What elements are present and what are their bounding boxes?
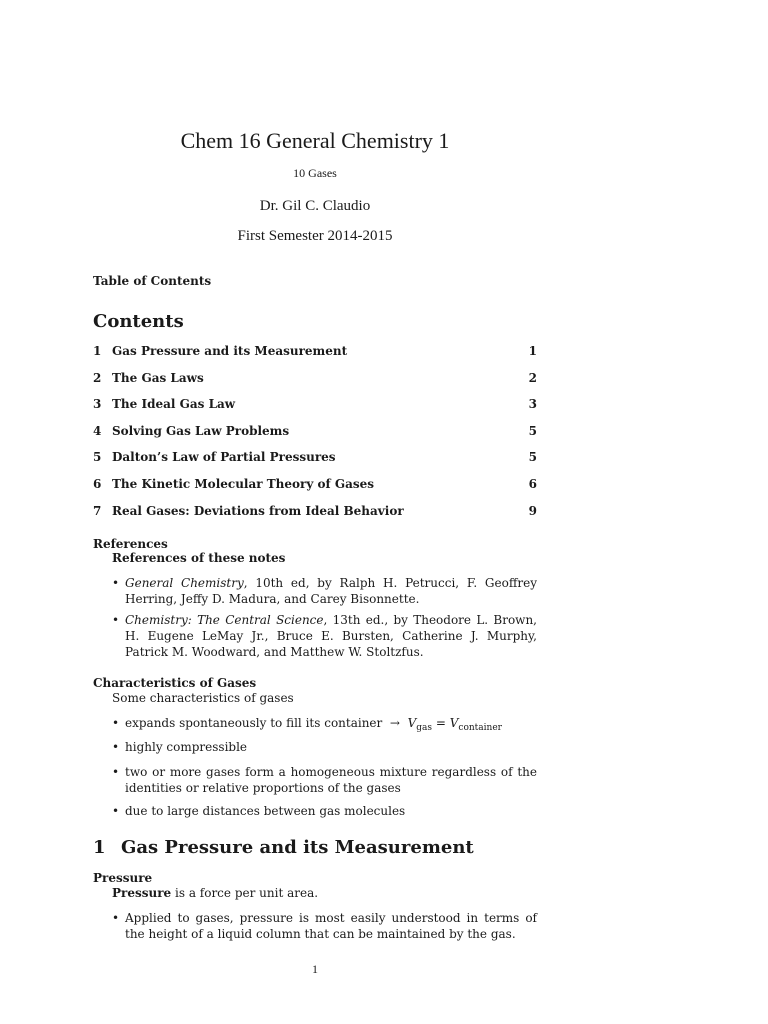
references-subtitle: References of these notes [112,551,286,565]
pressure-definition [112,886,318,900]
pressure-term: Pressure [112,886,172,900]
toc-entry-number: 6 [93,477,102,491]
characteristics-subtitle: Some characteristics of gases [112,691,294,705]
characteristic-text: two or more gases form a homogeneous mixture regardless of the identities or relative proportions of the gases [125,765,537,795]
volume-symbol: V [449,716,459,730]
toc-label: Table of Contents [93,274,212,288]
toc-entry-page: 5 [528,450,537,464]
toc-entry-title: Dalton’s Law of Partial Pressures [112,450,336,464]
toc-entry-title: The Ideal Gas Law [112,397,236,411]
toc-entry-page: 6 [528,477,537,491]
bullet-icon: • [112,613,120,627]
right-arrow-icon: → [389,716,400,730]
toc-entry-title: Real Gases: Deviations from Ideal Behavior [112,504,404,518]
bullet-icon: • [112,765,120,779]
section-title: Gas Pressure and its Measurement [121,837,474,858]
pressure-title: Pressure [93,871,153,885]
document-date: First Semester 2014-2015 [237,228,393,244]
volume-subscript-container: container [458,723,502,733]
section-number: 1 [93,837,106,858]
bullet-icon: • [112,576,120,590]
volume-subscript-gas: gas [416,723,433,733]
toc-entry-title: The Kinetic Molecular Theory of Gases [112,477,375,491]
equals-sign: = [432,716,450,730]
reference-book-title: General Chemistry [125,576,244,590]
toc-entry-number: 1 [93,344,102,358]
toc-entry-title: The Gas Laws [112,371,204,385]
toc-entry-number: 7 [93,504,102,518]
bullet-icon: • [112,716,120,730]
toc-entry[interactable] [93,504,537,522]
characteristic-text: due to large distances between gas molecules [125,804,406,818]
toc-entry[interactable] [93,424,537,442]
toc-entry-page: 2 [528,371,537,385]
pressure-definition-text: is a force per unit area. [171,886,319,900]
volume-symbol: V [407,716,417,730]
toc-entry-page: 9 [528,504,537,518]
toc-entry-title: Solving Gas Law Problems [112,424,290,438]
reference-details: , 13th ed., by Theodore L. Brown, H. Eugene LeMay Jr., Bruce E. Bursten, Catherine J. Murphy, Patrick M. Woodward, and Matthew W. Stoltzfus. [125,613,537,659]
toc-entry-page: 1 [528,344,537,358]
document-author: Dr. Gil C. Claudio [259,198,371,214]
page-number: 1 [312,962,318,976]
reference-details: , 10th ed, by Ralph H. Petrucci, F. Geoffrey Herring, Jeffy D. Madura, and Carey Bisonnette. [125,576,537,606]
reference-book-title: Chemistry: The Central Science [125,613,324,627]
pressure-bullet-text: Applied to gases, pressure is most easily understood in terms of the height of a liquid column that can be maintained by the gas. [125,911,537,941]
toc-entry[interactable] [93,344,537,362]
toc-entry-number: 5 [93,450,102,464]
characteristics-title: Characteristics of Gases [93,676,257,690]
document-title: Chem 16 General Chemistry 1 [180,128,450,153]
bullet-icon: • [112,740,120,754]
toc-entry[interactable] [93,397,537,415]
bullet-icon: • [112,911,120,925]
bullet-icon: • [112,804,120,818]
contents-heading: Contents [93,311,184,332]
toc-entry-page: 3 [528,397,537,411]
toc-entry[interactable] [93,450,537,468]
toc-entry-number: 3 [93,397,102,411]
toc-entry[interactable] [93,371,537,389]
toc-entry-title: Gas Pressure and its Measurement [112,344,348,358]
toc-entry-number: 2 [93,371,102,385]
toc-entry[interactable] [93,477,537,495]
references-title: References [93,537,168,551]
section-heading [93,837,474,858]
characteristic-text: expands spontaneously to fill its container [125,716,383,730]
toc-entry-page: 5 [528,424,537,438]
toc-entry-number: 4 [93,424,102,438]
characteristic-text: highly compressible [125,740,248,754]
document-subtitle: 10 Gases [293,166,337,180]
